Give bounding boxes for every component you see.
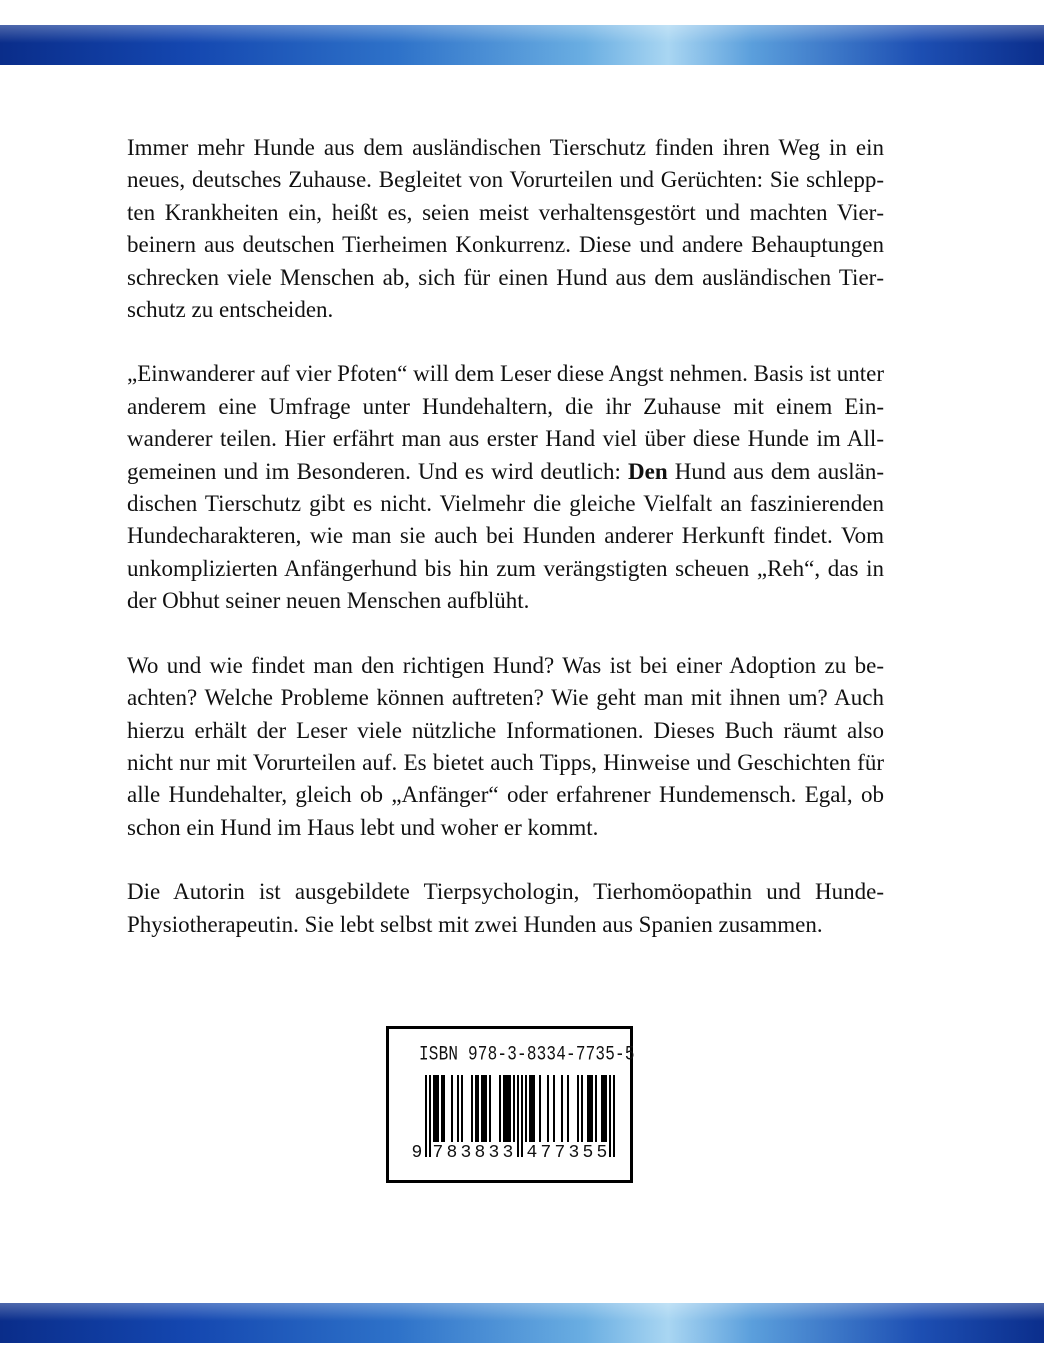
paragraph-text: Die Autorin ist ausgebildete Tierpsychologin, Tierhomöopathin und Hunde-Physiotherapeutin. Sie lebt selbst mit zwei Hunden aus Spanien zusammen. (127, 879, 884, 937)
barcode-digit: 3 (460, 1143, 472, 1163)
barcode-digit: 4 (526, 1143, 538, 1163)
barcode-bar (603, 1075, 605, 1142)
barcode-bar (591, 1075, 593, 1142)
barcode-bar (581, 1075, 583, 1142)
barcode-bar (481, 1075, 483, 1142)
barcode-bar (435, 1075, 437, 1142)
barcode-bar (509, 1075, 511, 1142)
barcode-digit: 3 (488, 1143, 500, 1163)
barcode-bar (477, 1075, 479, 1142)
barcode-bar (561, 1075, 563, 1142)
barcode-bar (595, 1075, 597, 1142)
barcode-bar (553, 1075, 555, 1142)
paragraph (127, 876, 884, 941)
barcode-bar (489, 1075, 491, 1142)
barcode-bar (433, 1075, 435, 1142)
barcode-bar (601, 1075, 603, 1142)
barcode-bar (589, 1075, 591, 1142)
barcode-bar (539, 1075, 541, 1142)
bottom-decorative-band (0, 1303, 1044, 1343)
barcode-digit: 3 (568, 1143, 580, 1163)
barcode-bar (437, 1075, 439, 1142)
barcode-bar (475, 1075, 477, 1142)
barcode-digit: 7 (540, 1143, 552, 1163)
paragraph-text: Hund aus dem ausländischen Tierschutz gibt es nicht. Vielmehr die gleiche Vielfalt an faszinierenden Hundecharakteren, wie man sie auch bei Hunden anderer Herkunft findet. Vom unkomplizierten Anfängerhund bis hin zum verängstigten scheuen „Reh“, das in der Obhut seiner neuen Menschen aufblüht. (127, 458, 884, 614)
barcode-bar (587, 1075, 589, 1142)
emphasized-text: Den (628, 458, 668, 484)
barcode-bar (577, 1075, 579, 1142)
paragraph-text: Wo und wie findet man den richtigen Hund? Was ist bei einer Adoption zu beachten? Welche Probleme können auftreten? Wie geht man mit ihnen um? Auch hierzu erhält der Leser viele nützliche Informationen. Dieses Buch räumt also nicht nur mit Vorurteilen auf. Es bietet auch Tipps, Hinweise und Geschichten für alle Hundehalter, gleich ob „Anfänger“ oder erfahrener Hundemensch. Egal, ob schon ein Hund im Haus lebt und woher er kommt. (127, 652, 884, 840)
barcode-digits (411, 1142, 617, 1166)
barcode-bar (461, 1075, 463, 1142)
barcode-bar (533, 1075, 535, 1142)
barcode-bar (499, 1075, 501, 1142)
paragraph (127, 358, 884, 617)
barcode-bar (471, 1075, 473, 1142)
barcode-bar (513, 1075, 515, 1142)
paragraph-text: Immer mehr Hunde aus dem ausländischen Tierschutz finden ihren Weg in ein neues, deutsches Zuhause. Begleitet von Vorurteilen und Gerüchten: Sie schleppten Krankheiten ein, heißt es, seien meist verhaltensgestört und machten Vierbeinern aus deutschen Tierheimen Konkurrenz. Diese und andere Behauptungen schrecken viele Menschen ab, sich für einen Hund aus dem ausländischen Tierschutz zu entscheiden. (127, 135, 884, 323)
barcode-bar (457, 1075, 459, 1142)
barcode-bar (529, 1075, 531, 1142)
barcode-bar (525, 1075, 527, 1142)
barcode-bar (567, 1075, 569, 1142)
barcode-digit: 7 (432, 1143, 444, 1163)
top-decorative-band (0, 25, 1044, 65)
barcode-digit: 5 (582, 1143, 594, 1163)
barcode-bar (547, 1075, 549, 1142)
barcode-digit: 7 (554, 1143, 566, 1163)
barcode-bar (483, 1075, 485, 1142)
barcode-bar (503, 1075, 505, 1142)
barcode-digit: 8 (474, 1143, 486, 1163)
paragraph (127, 132, 884, 326)
barcode-bar (531, 1075, 533, 1142)
barcode-bar (505, 1075, 507, 1142)
barcode-bar (605, 1075, 607, 1142)
barcode-bar (443, 1075, 445, 1142)
isbn-barcode (386, 1026, 633, 1183)
paragraph-text: „Einwanderer auf vier Pfoten“ will dem Leser diese Angst nehmen. Basis ist unter anderem eine Umfrage unter Hundehaltern, die ihr Zuhause mit einem Einwanderer teilen. Hier erfährt man aus erster Hand viel über diese Hunde im Allgemeinen und im Besonderen. Und es wird deutlich: (127, 361, 884, 484)
isbn-label: ISBN 978-3-8334-7735-5 (419, 1043, 635, 1066)
barcode-bar (451, 1075, 453, 1142)
barcode-digit: 5 (596, 1143, 608, 1163)
barcode-bar (507, 1075, 509, 1142)
barcode-digit: 9 (411, 1143, 423, 1163)
barcode-bar (485, 1075, 487, 1142)
barcode-bar (441, 1075, 443, 1142)
paragraph (127, 650, 884, 844)
barcode-digit: 3 (502, 1143, 514, 1163)
barcode-digit: 8 (446, 1143, 458, 1163)
back-cover-text (127, 132, 884, 973)
